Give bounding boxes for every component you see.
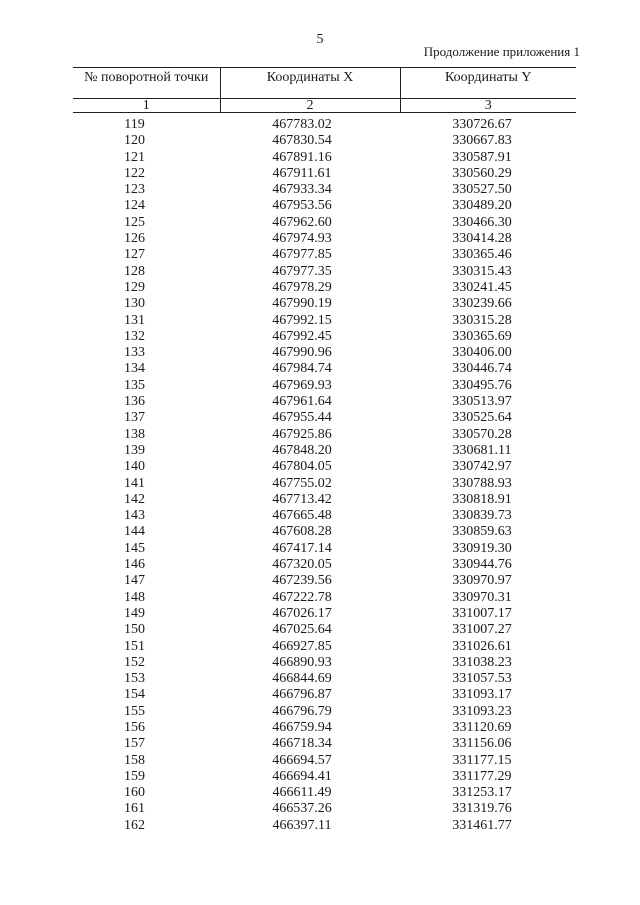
coord-y-cell: 330560.29 — [452, 165, 512, 181]
point-number-cell: 151 — [124, 638, 145, 654]
coord-y-cell: 330818.91 — [452, 491, 512, 507]
coord-x-cell: 466796.79 — [272, 703, 332, 719]
point-number-cell: 131 — [124, 312, 145, 328]
coord-x-cell: 467955.44 — [272, 410, 332, 426]
table-body — [73, 113, 576, 835]
coord-y-cell: 330570.28 — [452, 426, 512, 442]
coord-y-cell: 330859.63 — [452, 524, 512, 540]
coord-x-cell: 467239.56 — [272, 573, 332, 589]
table-row — [73, 345, 576, 361]
column-number-3: 3 — [400, 99, 576, 113]
column-number-2: 2 — [220, 99, 400, 113]
coord-x-cell: 467713.42 — [272, 491, 332, 507]
coord-y-cell: 331026.61 — [452, 638, 512, 654]
point-number-cell: 130 — [124, 296, 145, 312]
coord-x-cell: 467984.74 — [272, 361, 332, 377]
point-number-cell: 152 — [124, 654, 145, 670]
coord-x-cell: 467992.45 — [272, 328, 332, 344]
point-number-cell: 158 — [124, 752, 145, 768]
table-row — [73, 508, 576, 524]
coord-x-cell: 467977.35 — [272, 263, 332, 279]
coord-y-cell: 331093.23 — [452, 703, 512, 719]
coord-y-cell: 331177.15 — [452, 752, 512, 768]
point-number-cell: 137 — [124, 410, 145, 426]
coord-x-cell: 466397.11 — [272, 817, 332, 833]
coord-x-cell: 466611.49 — [272, 785, 332, 801]
coord-x-cell: 466718.34 — [272, 736, 332, 752]
point-number-cell: 146 — [124, 557, 145, 573]
table-row — [73, 215, 576, 231]
coord-y-cell: 330446.74 — [452, 361, 512, 377]
table-row — [73, 492, 576, 508]
table-row — [73, 541, 576, 557]
coord-x-cell: 467848.20 — [272, 442, 332, 458]
table-row — [73, 622, 576, 638]
table-row — [73, 182, 576, 198]
table-row — [73, 394, 576, 410]
table-row — [73, 736, 576, 752]
coord-x-cell: 467025.64 — [272, 622, 332, 638]
coord-y-cell: 331007.17 — [452, 605, 512, 621]
table-row — [73, 296, 576, 312]
table-row — [73, 704, 576, 720]
coord-x-cell: 466694.41 — [272, 768, 332, 784]
point-number-cell: 127 — [124, 247, 145, 263]
point-number-cell: 148 — [124, 589, 145, 605]
table-row — [73, 313, 576, 329]
coord-y-cell: 331319.76 — [452, 801, 512, 817]
coord-y-cell: 330489.20 — [452, 198, 512, 214]
header-row — [73, 68, 576, 99]
point-number-cell: 136 — [124, 394, 145, 410]
coord-y-cell: 330667.83 — [452, 133, 512, 149]
table-row — [73, 818, 576, 834]
coord-x-cell: 467891.16 — [272, 149, 332, 165]
coord-y-cell: 331038.23 — [452, 654, 512, 670]
header-point-number: № поворотной точки — [73, 68, 220, 99]
point-number-cell: 125 — [124, 214, 145, 230]
page-number: 5 — [316, 32, 324, 47]
coord-y-cell: 330406.00 — [452, 345, 512, 361]
coord-x-cell: 467222.78 — [272, 589, 332, 605]
table-row — [73, 687, 576, 703]
coord-y-cell: 330742.97 — [452, 459, 512, 475]
point-number-cell: 138 — [124, 426, 145, 442]
continuation-caption: Продолжение приложения 1 — [423, 44, 580, 59]
coord-x-cell: 466844.69 — [272, 671, 332, 687]
header-coord-x: Координаты X — [220, 68, 400, 99]
coord-y-cell: 330239.66 — [452, 296, 512, 312]
point-number-cell: 145 — [124, 540, 145, 556]
coord-y-cell: 330241.45 — [452, 279, 512, 295]
coord-x-cell: 467962.60 — [272, 214, 332, 230]
table-row — [73, 557, 576, 573]
table-row — [73, 769, 576, 785]
table-row — [73, 753, 576, 769]
coord-x-cell: 467665.48 — [272, 508, 332, 524]
table-row — [73, 524, 576, 540]
table-row — [73, 113, 576, 134]
table-row — [73, 655, 576, 671]
point-number-cell: 119 — [124, 117, 145, 132]
point-number-cell: 124 — [124, 198, 145, 214]
point-number-cell: 159 — [124, 768, 145, 784]
table-row — [73, 443, 576, 459]
coord-x-cell: 467608.28 — [272, 524, 332, 540]
table-row — [73, 573, 576, 589]
coord-y-cell: 330587.91 — [452, 149, 512, 165]
coord-x-cell: 467830.54 — [272, 133, 332, 149]
column-number-row — [73, 99, 576, 113]
table-row — [73, 198, 576, 214]
coord-x-cell: 466537.26 — [272, 801, 332, 817]
table-row — [73, 264, 576, 280]
table-row — [73, 606, 576, 622]
point-number-cell: 126 — [124, 231, 145, 247]
coord-y-cell: 330919.30 — [452, 540, 512, 556]
point-number-cell: 122 — [124, 165, 145, 181]
coord-x-cell: 467026.17 — [272, 605, 332, 621]
point-number-cell: 147 — [124, 573, 145, 589]
point-number-cell: 141 — [124, 475, 145, 491]
coord-x-cell: 466796.87 — [272, 687, 332, 703]
point-number-cell: 135 — [124, 377, 145, 393]
coord-y-cell: 331156.06 — [452, 736, 512, 752]
coord-y-cell: 330788.93 — [452, 475, 512, 491]
header-coord-y: Координаты Y — [400, 68, 576, 99]
point-number-cell: 133 — [124, 345, 145, 361]
point-number-cell: 144 — [124, 524, 145, 540]
point-number-cell: 160 — [124, 785, 145, 801]
coord-y-cell: 330315.43 — [452, 263, 512, 279]
table-row — [73, 378, 576, 394]
coord-x-cell: 467953.56 — [272, 198, 332, 214]
coord-y-cell: 331120.69 — [452, 719, 512, 735]
coord-y-cell: 330495.76 — [452, 377, 512, 393]
coord-y-cell: 331253.17 — [452, 785, 512, 801]
table-row — [73, 801, 576, 817]
coord-y-cell: 330513.97 — [452, 394, 512, 410]
coord-y-cell: 330970.97 — [452, 573, 512, 589]
coord-x-cell: 467417.14 — [272, 540, 332, 556]
table-row — [73, 671, 576, 687]
coord-x-cell: 467755.02 — [272, 475, 332, 491]
coord-x-cell: 467990.96 — [272, 345, 332, 361]
point-number-cell: 156 — [124, 719, 145, 735]
table-row — [73, 361, 576, 377]
coord-y-cell: 330726.67 — [452, 117, 512, 132]
point-number-cell: 139 — [124, 442, 145, 458]
table-row — [73, 280, 576, 296]
coord-y-cell: 331007.27 — [452, 622, 512, 638]
table-row — [73, 166, 576, 182]
coord-x-cell: 467783.02 — [272, 117, 332, 132]
point-number-cell: 134 — [124, 361, 145, 377]
coord-x-cell: 467925.86 — [272, 426, 332, 442]
table-row — [73, 329, 576, 345]
coord-x-cell: 467911.61 — [272, 165, 332, 181]
coord-x-cell: 467992.15 — [272, 312, 332, 328]
coord-x-cell: 466890.93 — [272, 654, 332, 670]
coordinates-table — [73, 67, 576, 834]
table-row — [73, 785, 576, 801]
coord-y-cell: 331461.77 — [452, 817, 512, 833]
point-number-cell: 123 — [124, 182, 145, 198]
coord-y-cell: 330466.30 — [452, 214, 512, 230]
coord-y-cell: 330315.28 — [452, 312, 512, 328]
coord-y-cell: 330365.46 — [452, 247, 512, 263]
coord-y-cell: 331057.53 — [452, 671, 512, 687]
point-number-cell: 129 — [124, 279, 145, 295]
coord-x-cell: 467974.93 — [272, 231, 332, 247]
coord-x-cell: 467969.93 — [272, 377, 332, 393]
coord-x-cell: 467933.34 — [272, 182, 332, 198]
coord-x-cell: 467990.19 — [272, 296, 332, 312]
table-row — [73, 720, 576, 736]
table-row — [73, 247, 576, 263]
coord-x-cell: 467961.64 — [272, 394, 332, 410]
point-number-cell: 121 — [124, 149, 145, 165]
table-row — [73, 133, 576, 149]
coord-x-cell: 467977.85 — [272, 247, 332, 263]
table-row — [73, 590, 576, 606]
table-row — [73, 231, 576, 247]
coord-x-cell: 467804.05 — [272, 459, 332, 475]
table-row — [73, 150, 576, 166]
coord-y-cell: 330970.31 — [452, 589, 512, 605]
coord-y-cell: 331093.17 — [452, 687, 512, 703]
coord-x-cell: 466694.57 — [272, 752, 332, 768]
coord-x-cell: 467320.05 — [272, 557, 332, 573]
coord-y-cell: 330414.28 — [452, 231, 512, 247]
point-number-cell: 157 — [124, 736, 145, 752]
coord-y-cell: 330839.73 — [452, 508, 512, 524]
point-number-cell: 150 — [124, 622, 145, 638]
coord-y-cell: 331177.29 — [452, 768, 512, 784]
table-row — [73, 410, 576, 426]
coord-x-cell: 466759.94 — [272, 719, 332, 735]
point-number-cell: 155 — [124, 703, 145, 719]
point-number-cell: 153 — [124, 671, 145, 687]
coord-y-cell: 330365.69 — [452, 328, 512, 344]
point-number-cell: 140 — [124, 459, 145, 475]
point-number-cell: 149 — [124, 605, 145, 621]
point-number-cell: 142 — [124, 491, 145, 507]
point-number-cell: 161 — [124, 801, 145, 817]
table-row — [73, 476, 576, 492]
column-number-1: 1 — [73, 99, 220, 113]
point-number-cell: 143 — [124, 508, 145, 524]
coord-y-cell: 330527.50 — [452, 182, 512, 198]
coord-y-cell: 330944.76 — [452, 557, 512, 573]
table-row — [73, 459, 576, 475]
table-row — [73, 427, 576, 443]
coord-y-cell: 330525.64 — [452, 410, 512, 426]
point-number-cell: 128 — [124, 263, 145, 279]
coord-x-cell: 467978.29 — [272, 279, 332, 295]
coord-x-cell: 466927.85 — [272, 638, 332, 654]
point-number-cell: 162 — [124, 817, 145, 833]
point-number-cell: 120 — [124, 133, 145, 149]
point-number-cell: 154 — [124, 687, 145, 703]
point-number-cell: 132 — [124, 328, 145, 344]
table-row — [73, 639, 576, 655]
coord-y-cell: 330681.11 — [452, 442, 512, 458]
